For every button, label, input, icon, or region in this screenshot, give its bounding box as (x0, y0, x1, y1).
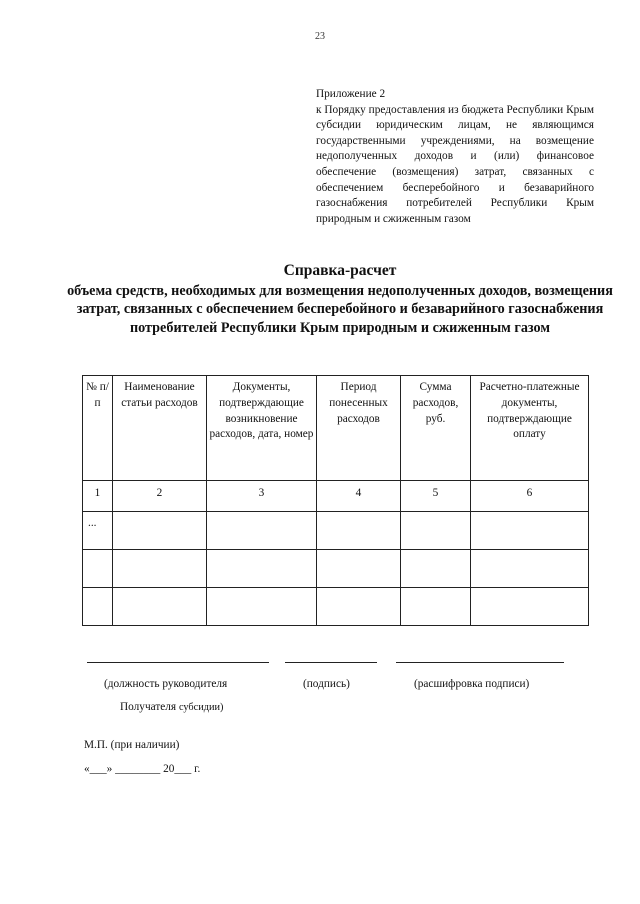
table-cell (207, 512, 317, 550)
signature-line (285, 662, 377, 663)
date-line: «___» ________ 20___ г. (84, 763, 201, 775)
number-cell: 5 (401, 481, 471, 512)
table-cell (207, 550, 317, 588)
header-cell: Наименование статьи расходов (113, 376, 207, 481)
stamp-note: М.П. (при наличии) (84, 739, 180, 751)
appendix-text: к Порядку предоставления из бюджета Республики Крым субсидии юридическим лицам, не являющимся государственными учреждениями, на возмещение недополученных доходов и (или) финансовое обеспечение (возмещения) затрат, связанных с обеспечением бесперебойного и безаварийного газоснабжения потребителей Республики Крым природным и сжиженным газом (316, 103, 594, 225)
number-cell: 3 (207, 481, 317, 512)
signature-label: (подпись) (303, 678, 350, 690)
document-title: Справка-расчет (283, 262, 397, 279)
document-heading (60, 262, 620, 337)
position-label: (должность руководителя (104, 678, 228, 690)
recipient-label (120, 701, 223, 713)
header-cell: Документы, подтверждающие возникновение расходов, дата, номер (207, 376, 317, 481)
table-cell (317, 588, 401, 626)
table-number-row (83, 481, 589, 512)
recipient-word: Получателя (120, 701, 177, 713)
position-signature-line (87, 662, 269, 663)
calculation-table (82, 375, 589, 626)
table-cell (317, 550, 401, 588)
table-row (83, 512, 589, 550)
page-number: 23 (315, 31, 325, 42)
header-cell: Сумма расходов, руб. (401, 376, 471, 481)
header-cell: № п/п (83, 376, 113, 481)
table-cell (113, 550, 207, 588)
table-cell (471, 512, 589, 550)
table-cell (113, 588, 207, 626)
table-cell (113, 512, 207, 550)
table-cell: ... (83, 512, 113, 550)
number-cell: 2 (113, 481, 207, 512)
table-cell (401, 512, 471, 550)
recipient-suffix: субсидии) (178, 702, 224, 713)
number-cell: 6 (471, 481, 589, 512)
table-cell (83, 588, 113, 626)
table-cell (317, 512, 401, 550)
table-cell (471, 588, 589, 626)
appendix-block (316, 87, 594, 227)
document-subtitle: объема средств, необходимых для возмещения недополученных доходов, возмещения затрат, связанных с обеспечением бесперебойного и безаварийного газоснабжения потребителей Республики Крым природным и сжиженным газом (67, 282, 613, 336)
table-header-row (83, 376, 589, 481)
header-cell: Период понесенных расходов (317, 376, 401, 481)
number-cell: 4 (317, 481, 401, 512)
table-cell (401, 550, 471, 588)
table-cell (83, 550, 113, 588)
header-cell: Расчетно-платежные документы, подтверждающие оплату (471, 376, 589, 481)
table-cell (207, 588, 317, 626)
table-row (83, 588, 589, 626)
table-row (83, 550, 589, 588)
table-cell (471, 550, 589, 588)
decoding-label: (расшифровка подписи) (414, 678, 530, 690)
appendix-title: Приложение 2 (316, 88, 386, 100)
table-cell (401, 588, 471, 626)
number-cell: 1 (83, 481, 113, 512)
decoding-signature-line (396, 662, 564, 663)
